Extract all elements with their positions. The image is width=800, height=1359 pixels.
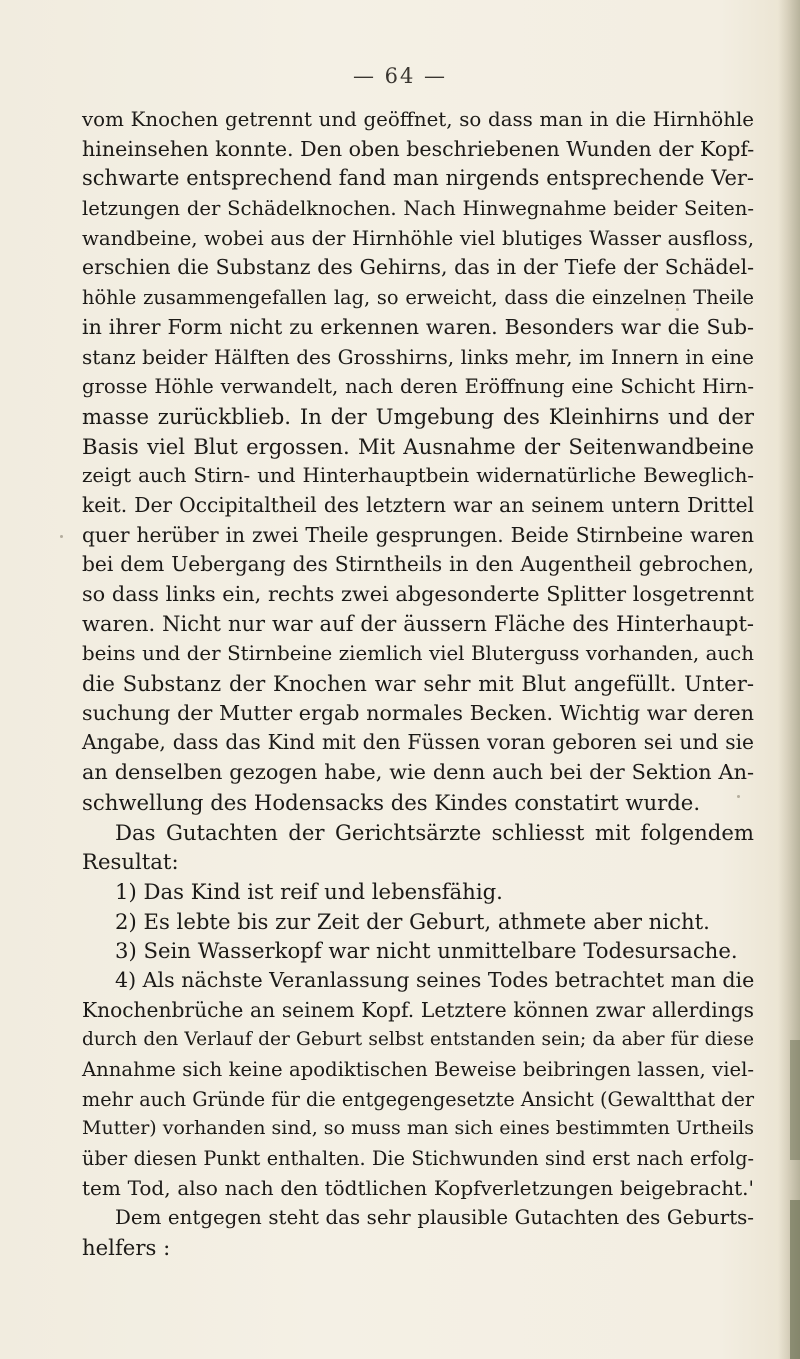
text-line: schwellung des Hodensacks des Kindes constatirt wurde. (82, 789, 701, 815)
text-line: beins und der Stirnbeine ziemlich viel Bluterguss vorhanden, auch (82, 642, 754, 666)
text-line: Dem entgegen steht das sehr plausible Gutachten des Geburts- (115, 1206, 754, 1230)
text-line: höhle zusammengefallen lag, so erweicht, dass die einzelnen Theile (82, 286, 754, 310)
text-line: hineinsehen konnte. Den oben beschriebenen Wunden der Kopf- (82, 136, 755, 161)
text-line: die Substanz der Knochen war sehr mit Blut angefüllt. Unter- (82, 671, 754, 697)
text-line: tem Tod, also nach den tödtlichen Kopfverletzungen beigebracht.' (82, 1175, 754, 1200)
text-line: vom Knochen getrennt und geöffnet, so dass man in die Hirnhöhle (82, 108, 754, 131)
text-line: so dass links ein, rechts zwei abgesonderte Splitter losgetrennt (82, 582, 754, 606)
text-line: masse zurückblieb. In der Umgebung des Kleinhirns und der (82, 403, 754, 429)
text-line: Das Gutachten der Gerichtsärzte schliesst mit folgendem (115, 819, 754, 845)
text-line: Basis viel Blut ergossen. Mit Ausnahme der Seitenwandbeine (82, 433, 754, 459)
text-line: bei dem Uebergang des Stirntheils in den Augentheil gebrochen, (82, 552, 754, 577)
page-number: — 64 — (352, 64, 448, 88)
text-line: letzungen der Schädelknochen. Nach Hinwegnahme beider Seiten- (82, 197, 754, 221)
text-line: Angabe, dass das Kind mit den Füssen voran geboren sei und sie (82, 730, 754, 755)
text-line: 2) Es lebte bis zur Zeit der Geburt, athmete aber nicht. (115, 908, 710, 934)
text-line: durch den Verlauf der Geburt selbst entstanden sein; da aber für diese (82, 1029, 754, 1051)
text-line: stanz beider Hälften des Grosshirns, links mehr, im Innern in eine (82, 344, 754, 369)
body-text (82, 105, 754, 1263)
page-edge-stain (790, 1040, 800, 1160)
text-line: waren. Nicht nur war auf der äussern Fläche des Hinterhaupt- (82, 611, 754, 636)
text-line: Annahme sich keine apodiktischen Beweise beibringen lassen, viel- (82, 1058, 754, 1081)
text-line: erschien die Substanz des Gehirns, das in der Tiefe der Schädel- (82, 255, 754, 280)
text-line: helfers : (82, 1235, 171, 1261)
text-line: suchung der Mutter ergab normales Becken. Wichtig war deren (82, 700, 754, 725)
text-line: quer herüber in zwei Theile gesprungen. Beide Stirnbeine waren (82, 522, 754, 547)
page-edge-stain (790, 1200, 800, 1359)
text-line: wandbeine, wobei aus der Hirnhöhle viel blutiges Wasser ausfloss, (82, 226, 754, 250)
paper-speck (60, 535, 63, 538)
text-line: zeigt auch Stirn- und Hinterhauptbein widernatürliche Beweglich- (82, 464, 754, 488)
text-line: in ihrer Form nicht zu erkennen waren. Besonders war die Sub- (82, 314, 754, 339)
text-line: grosse Höhle verwandelt, nach deren Eröffnung eine Schicht Hirn- (82, 375, 754, 399)
text-line: 1) Das Kind ist reif und lebensfähig. (115, 878, 503, 904)
text-line: über diesen Punkt enthalten. Die Stichwunden sind erst nach erfolg- (82, 1147, 754, 1171)
text-line: Mutter) vorhanden sind, so muss man sich eines bestimmten Urtheils (82, 1117, 754, 1140)
text-line: mehr auch Gründe für die entgegengesetzte Ansicht (Gewaltthat der (82, 1087, 754, 1111)
text-line: 4) Als nächste Veranlassung seines Todes betrachtet man die (115, 967, 755, 992)
text-line: 3) Sein Wasserkopf war nicht unmittelbare Todesursache. (115, 938, 738, 964)
text-line: Knochenbrüche an seinem Kopf. Letztere können zwar allerdings (82, 997, 754, 1022)
text-line: keit. Der Occipitaltheil des letztern war an seinem untern Drittel (82, 492, 754, 517)
text-line: Resultat: (82, 849, 179, 875)
text-line: an denselben gezogen habe, wie denn auch bei der Sektion An- (82, 760, 754, 785)
text-line: schwarte entsprechend fand man nirgends entsprechende Ver- (82, 166, 754, 191)
